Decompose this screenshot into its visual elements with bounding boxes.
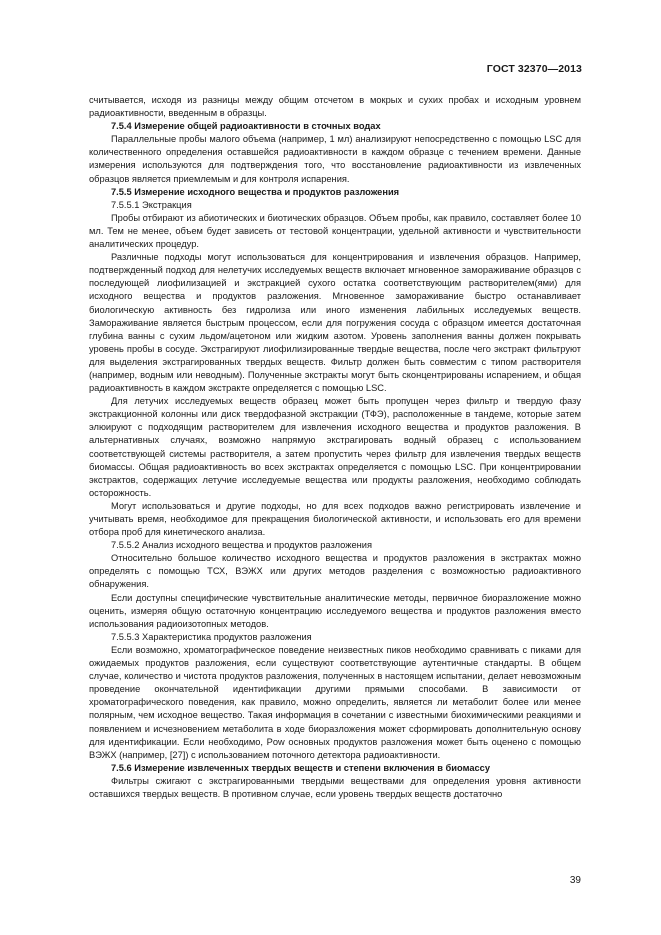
paragraph: Относительно большое количество исходного вещества и продуктов разложения в экстрактах можно определять с помощью ТСХ, ВЭЖХ или других методов разделения с возможностью радиоактивного обнаружения. — [89, 553, 581, 590]
section-heading-7-5-5: 7.5.5 Измерение исходного вещества и продуктов разложения — [111, 186, 400, 197]
paragraph: Для летучих исследуемых веществ образец может быть пропущен через фильтр и твердую фазу экстракционной колонны или диск твердофазной экстракции (ТФЭ), расположенные в тандеме, которые затем элюируют с подходящим растворителем для извлечения исходного вещества и продуктов разложения. В альтернативных случаях, возможно напрямую экстрагировать водный образец с использованием соответствующей системы растворителя, а затем пропустить через фильтр для извлечения твердых веществ биомассы. Общая радиоактивность во всех экстрактах определяется с помощью LSC. При концентрировании экстрактов, содержащих летучие исследуемые вещества или продукты разложения, необходимо соблюдать осторожность. — [89, 396, 581, 498]
paragraph: Параллельные пробы малого объема (например, 1 мл) анализируют непосредственно с помощью LSC для количественного определения оставшейся радиоактивности в каждом образце с течением времени. Данные измерения используются для подтверждения того, что восстановление радиоактивности из извлеченных образцов является приемлемым и для контроля испарения. — [89, 134, 581, 184]
paragraph: Различные подходы могут использоваться для концентрирования и извлечения образцов. Например, подтвержденный подход для нелетучих исследуемых веществ включает мгновенное замораживание образцов с последующей лиофилизацией и экстракцией сухого остатка соответствующим растворителем(ями) для исходного вещества и продуктов разложения. Мгновенное замораживание быстро останавливает биологическую активность без гидролиза или иного изменения лабильных исследуемых веществ. Замораживание является быстрым процессом, если для погружения сосуда с образцом имеется достаточная глубина ванны с сухим льдом/ацетоном или жидким азотом. Уровень заполнения ванны должен покрывать уровень пробы в сосуде. Экстрагируют лиофилизированные твердые вещества, после чего экстракт фильтруют для выделения экстрагированных твердых веществ. Фильтр должен быть совместим с типом растворителя (например, водным или неводным). Полученные экстракты могут быть сконцентрированы испарением, и общая радиоактивность в каждом экстракте определяется с помощью LSC. — [89, 252, 581, 394]
paragraph-continuation: считывается, исходя из разницы между общим отсчетом в мокрых и сухих пробах и исходным уровнем радиоактивности, введенным в образцы. — [89, 95, 581, 119]
page-number: 39 — [569, 875, 581, 886]
subsection-heading-7-5-5-3: 7.5.5.3 Характеристика продуктов разложения — [111, 631, 312, 642]
subsection-heading-7-5-5-1: 7.5.5.1 Экстракция — [111, 199, 192, 210]
section-heading-7-5-4: 7.5.4 Измерение общей радиоактивности в сточных водах — [111, 121, 381, 132]
document-body — [89, 94, 581, 801]
paragraph: Могут использоваться и другие подходы, но для всех подходов важно регистрировать извлечение и учитывать время, необходимое для прекращения биологической активности, и использовать его для времени отбора проб для кинетического анализа. — [89, 500, 581, 538]
document-code: ГОСТ 32370—2013 — [486, 63, 582, 75]
paragraph: Пробы отбирают из абиотических и биотических образцов. Объем пробы, как правило, составляет более 10 мл. Тем не менее, объем будет зависеть от тестовой концентрации, удельной активности и чувствительности аналитических процедур. — [89, 212, 581, 250]
section-heading-7-5-6: 7.5.6 Измерение извлеченных твердых веществ и степени включения в биомассу — [111, 762, 491, 773]
paragraph: Если возможно, хроматографическое поведение неизвестных пиков необходимо сравнивать с пиками для ожидаемых продуктов разложения, если существуют соответствующие аутентичные стандарты. В общем случае, количество и чистота продуктов разложения, полученных в настоящем испытании, делает невозможным проведение окончательной идентификации другими прямыми способами. В зависимости от хроматографического поведения, как правило, можно определить, является ли метаболит более или менее полярным, чем исходное вещество. Такая информация в сочетании с известными биохимическими реакциями и появлением и исчезновением метаболита в ходе биоразложения может сформировать дополнительную основу для идентификации. Если необходимо, Pow основных продуктов разложения может быть оценено с помощью ВЭЖХ (например, [27]) с использованием поточного детектора радиоактивности. — [89, 644, 581, 760]
paragraph: Фильтры сжигают с экстрагированными твердыми веществами для определения уровня активности оставшихся твердых веществ. В противном случае, если уровень твердых веществ достаточно — [89, 775, 581, 799]
subsection-heading-7-5-5-2: 7.5.5.2 Анализ исходного вещества и продуктов разложения — [111, 540, 372, 551]
paragraph: Если доступны специфические чувствительные аналитические методы, первичное биоразложение можно оценить, измеряя общую остаточную концентрацию исследуемого вещества и продуктов разложения вместо использования радиоизотопных методов. — [89, 592, 581, 629]
